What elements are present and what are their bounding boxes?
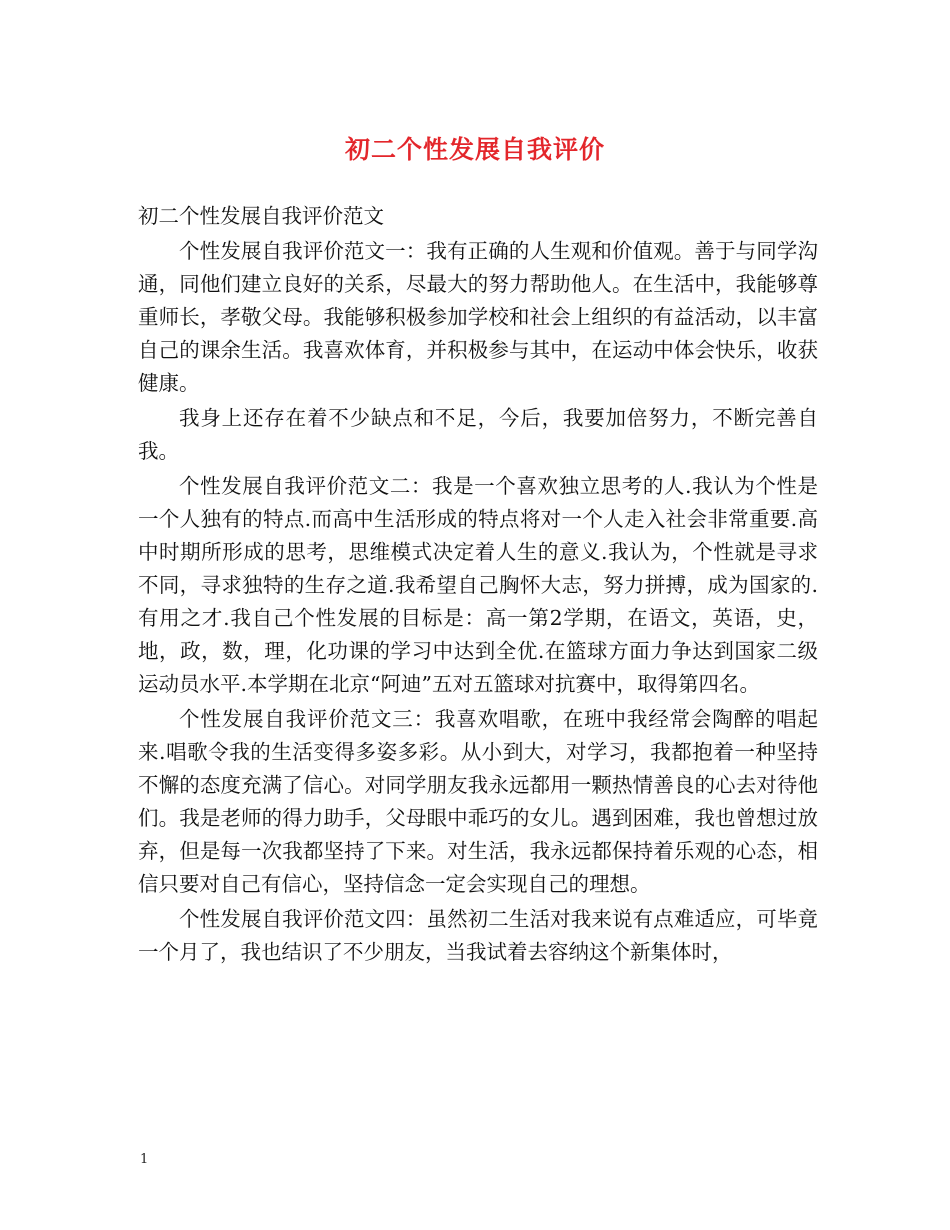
paragraph-self-improvement: 我身上还存在着不少缺点和不足，今后，我要加倍努力，不断完善自我。 [138, 406, 818, 463]
document-title: 初二个性发展自我评价 [344, 135, 605, 164]
document-body [138, 200, 818, 971]
paragraph-essay-four: 个性发展自我评价范文四：虽然初二生活对我来说有点难适应，可毕竟一个月了，我也结识了不少朋友，当我试着去容纳这个新集体时， [138, 907, 818, 964]
paragraph-essay-one: 个性发展自我评价范文一：我有正确的人生观和价值观。善于与同学沟通，同他们建立良好的关系，尽最大的努力帮助他人。在生活中，我能够尊重师长，孝敬父母。我能够积极参加学校和社会上组织的有益活动，以丰富自己的课余生活。我喜欢体育，并积极参与其中，在运动中体会快乐，收获健康。 [138, 239, 818, 395]
paragraph-essay-two: 个性发展自我评价范文二：我是一个喜欢独立思考的人.我认为个性是一个人独有的特点.而高中生活形成的特点将对一个人走入社会非常重要.高中时期所形成的思考，思维模式决定着人生的意义.我认为，个性就是寻求不同，寻求独特的生存之道.我希望自己胸怀大志，努力拼搏，成为国家的.有用之才.我自己个性发展的目标是：高一第2学期，在语文，英语，史，地，政，数，理，化功课的学习中达到全优.在篮球方面力争达到国家二级运动员水平.本学期在北京“阿迪”五对五篮球对抗赛中，取得第四名。 [138, 474, 818, 696]
page-number: 1 [140, 1152, 149, 1167]
paragraph-essay-three: 个性发展自我评价范文三：我喜欢唱歌，在班中我经常会陶醉的唱起来.唱歌令我的生活变得多姿多彩。从小到大，对学习，我都抱着一种坚持不懈的态度充满了信心。对同学朋友我永远都用一颗热情善良的心去对待他们。我是老师的得力助手，父母眼中乖巧的女儿。遇到困难，我也曾想过放弃，但是每一次我都坚持了下来。对生活，我永远都保持着乐观的心态，相信只要对自己有信心，坚持信念一定会实现自己的理想。 [138, 707, 818, 896]
document-subtitle: 初二个性发展自我评价范文 [138, 204, 384, 228]
